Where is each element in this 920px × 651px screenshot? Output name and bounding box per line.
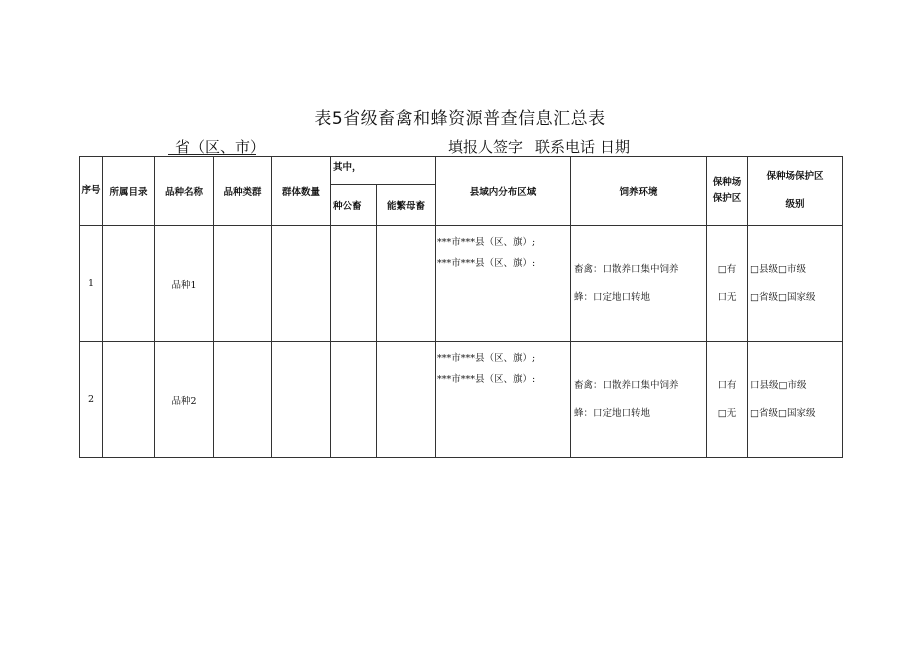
page-title: 表5省级畜禽和蜂资源普查信息汇总表 — [314, 109, 606, 129]
row-feed-livestock: 畜禽：口散养口集中饲养 — [574, 379, 679, 391]
header-breed-name: 品种名称 — [155, 157, 214, 226]
row-feed-livestock: 畜禽：口散养口集中饲养 — [574, 263, 679, 275]
header-reserve-line2: 保护区 — [712, 193, 742, 204]
row-level-1: 口县级□市级 — [750, 379, 807, 391]
row-reserve-has: □有 — [717, 263, 737, 275]
row-reserve — [707, 342, 748, 458]
row-group-count — [272, 226, 331, 342]
row-feeding-env — [571, 342, 707, 458]
row-reserve-none: 口无 — [717, 291, 737, 303]
row-distribution — [436, 226, 571, 342]
header-reserve-level-line1: 保种场保护区 — [766, 171, 824, 182]
row-breed: 品种1 — [155, 226, 214, 342]
row-area-1: ***市***县（区、旗）; — [437, 237, 536, 248]
row-feed-bee: 蜂：口定地口转地 — [574, 291, 651, 303]
row-breed-type — [214, 226, 272, 342]
row-seq: 1 — [80, 226, 103, 342]
header-reserve-level — [748, 157, 843, 226]
header-breed-type: 品种类群 — [214, 157, 272, 226]
row-fertile-female — [377, 342, 436, 458]
row-reserve-level — [748, 342, 843, 458]
form-meta — [80, 136, 842, 156]
header-reserve-level-line2: 级别 — [785, 199, 805, 210]
row-fertile-female — [377, 226, 436, 342]
row-reserve — [707, 226, 748, 342]
row-breeding-male — [331, 226, 377, 342]
row-feed-bee: 蜂：口定地口转地 — [574, 407, 651, 419]
row-area-2: ***市***县（区、旗）: — [437, 258, 536, 269]
header-fertile-female: 能繁母畜 — [377, 185, 436, 226]
header-distribution: 县域内分布区域 — [436, 157, 571, 226]
date-label: 日期 — [600, 138, 631, 156]
contact-label: 联系电话 — [535, 138, 596, 156]
row-seq: 2 — [80, 342, 103, 458]
row-breed-type — [214, 342, 272, 458]
row-level-1: □县级□市级 — [750, 263, 806, 275]
table-row — [80, 342, 843, 458]
header-seq: 序号 — [80, 157, 103, 226]
row-distribution — [436, 342, 571, 458]
header-group-count: 群体数量 — [272, 157, 331, 226]
row-reserve-has: 口有 — [717, 379, 737, 391]
signature-label: 填报人签字 — [448, 138, 524, 156]
header-reserve — [707, 157, 748, 226]
summary-table — [79, 156, 843, 458]
header-breeding-male: 种公畜 — [331, 185, 377, 226]
header-directory: 所属目录 — [103, 157, 155, 226]
row-directory — [103, 342, 155, 458]
row-area-2: ***市***县（区、旗）: — [437, 374, 536, 385]
header-feeding-env: 饲养环境 — [571, 157, 707, 226]
table-row — [80, 226, 843, 342]
row-reserve-level — [748, 226, 843, 342]
row-breed: 品种2 — [155, 342, 214, 458]
header-among: 其中， — [331, 157, 436, 185]
row-reserve-none: □无 — [717, 407, 737, 419]
row-directory — [103, 226, 155, 342]
row-feeding-env — [571, 226, 707, 342]
row-group-count — [272, 342, 331, 458]
header-reserve-line1: 保种场 — [712, 177, 742, 188]
row-level-2: □省级□国家级 — [750, 291, 816, 303]
row-breeding-male — [331, 342, 377, 458]
region-label: 省（区、市） — [175, 138, 266, 156]
header-row-1 — [80, 157, 843, 185]
row-area-1: ***市***县（区、旗）; — [437, 353, 536, 364]
row-level-2: □省级□国家级 — [750, 407, 816, 419]
